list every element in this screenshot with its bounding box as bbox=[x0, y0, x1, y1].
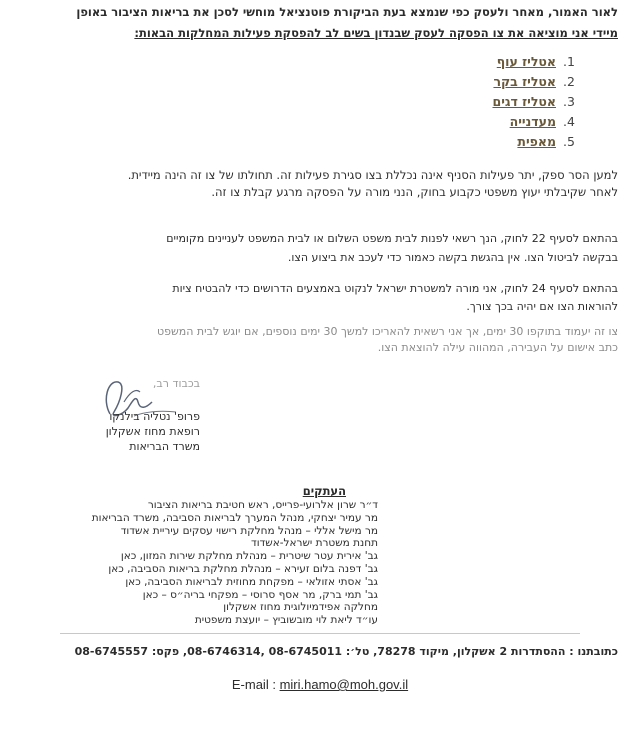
email-link[interactable]: miri.hamo@moh.gov.il bbox=[279, 677, 409, 692]
intro-line-1: לאור האמור, מאחר ולעסק כפי שנמצא בעת הביקורת פוטנציאל מוחשי לסכן את בריאות הציבור באופן bbox=[76, 5, 618, 19]
cc-list bbox=[92, 499, 378, 627]
section-22-line-2: בבקשה לביטול הצו. אין בהגשת בקשה כאמור כדי לעכב את ביצוע הצו. bbox=[287, 251, 618, 264]
list-item-number: 4. bbox=[563, 114, 575, 129]
list-item: מר מישל אללי – מנהל מחלקת רישוי עסקים עיריית אשדוד bbox=[120, 524, 378, 537]
list-item bbox=[462, 72, 582, 92]
list-item: ד״ר שרון אלרועי-פרייס, ראש חטיבת בריאות הציבור bbox=[147, 499, 378, 511]
section-30-line-1: צו זה יעמוד בתוקפו 30 ימים, אך אני רשאית להאריכו למשך 30 ימים נוספים, אם יוגש לבית המשפט bbox=[156, 325, 618, 338]
list-item: מחלקה אפידמיולוגית מחוז אשקלון bbox=[223, 601, 378, 614]
list-item bbox=[462, 52, 582, 72]
footer-email bbox=[0, 677, 640, 692]
section-24-line-2: להוראות הצו אם יהיה בכך צורך. bbox=[466, 300, 618, 313]
list-item: תחנת משטרת ישראל-אשדוד bbox=[250, 537, 378, 550]
list-item-label: אטליז דגים bbox=[492, 94, 556, 109]
list-item-label: אטליז בקר bbox=[493, 74, 556, 89]
list-item: גב' אירית עטר שיטרית – מנהלת מחלקת שירות המזון, כאן bbox=[120, 550, 378, 563]
list-item-number: 3. bbox=[563, 94, 575, 109]
section-30-line-2: כתב אישום על העבירה, המהווה עילה להוצאת הצו. bbox=[377, 341, 618, 354]
intro-line-2: מיידי אני מוציאה את צו הפסקה לעסק שבנדון בשים לב להפסקת פעילות המחלקות הבאות: bbox=[134, 26, 618, 40]
list-item-number: 2. bbox=[563, 74, 575, 89]
signature-greeting: בכבוד רב, bbox=[152, 377, 200, 390]
list-item: גב' אסתי אזולאי – מפקחת מחוזית לבריאות הסביבה, כאן bbox=[125, 575, 378, 588]
list-item bbox=[462, 92, 582, 112]
section-24-line-1: בהתאם לסעיף 24 לחוק, אני מורה למשטרת ישראל לנקוט באמצעים הדרושים כדי להבטיח ציות bbox=[172, 282, 618, 295]
list-item: גב' דפנה בלום זעירא – מנהלת מחלקת בריאות הסביבה, כאן bbox=[108, 562, 378, 575]
list-item bbox=[462, 112, 582, 132]
signatory-name: פרופ' נטליה בילנקו bbox=[109, 410, 200, 423]
list-item: מר עמיר יצחקי, מנהל המערך לבריאות הסביבה, משרד הבריאות bbox=[91, 511, 378, 524]
cc-title: העתקים bbox=[302, 484, 346, 498]
scope-line-1: למען הסר ספק, יתר פעילות הסניף אינה נכללת בצו סגירת פעילות זה. תחולתו של צו זה הינה מיידית. bbox=[127, 168, 618, 182]
list-item-label: אטליז עוף bbox=[496, 54, 556, 69]
list-item-label: מעדנייה bbox=[509, 114, 556, 129]
list-item bbox=[462, 132, 582, 152]
signature-block bbox=[80, 372, 200, 467]
list-item: גב' תמי ברק, מר אסף סרוסי – מפקחי בריה״ס – כאן bbox=[142, 588, 378, 601]
signatory-role: רופאת מחוז אשקלון bbox=[105, 425, 200, 438]
list-item-label: מאפית bbox=[517, 134, 556, 149]
email-label: E-mail : bbox=[231, 677, 276, 692]
scope-line-2: לאחר שקיבלתי יעוץ משפטי כקבוע בחוק, הנני מורה על הפסקה מרגע קבלת צו זה. bbox=[211, 185, 618, 199]
footer-divider bbox=[60, 633, 580, 634]
section-22-line-1: בהתאם לסעיף 22 לחוק, הנך רשאי לפנות לבית משפט השלום או לבית המשפט לעניינים מקומיים bbox=[166, 232, 618, 245]
list-item-number: 5. bbox=[563, 134, 575, 149]
signatory-ministry: משרד הבריאות bbox=[129, 440, 200, 453]
list-item-number: 1. bbox=[563, 54, 575, 69]
departments-list bbox=[462, 52, 582, 152]
list-item: עו״ד ליאת לוי מובשוביץ – יועצת משפטית bbox=[194, 614, 378, 627]
footer-address: כתובתנו : ההסתדרות 2 אשקלון, מיקוד 78278, טל׳: 08-6745011 ,08-6746314, פקס: 08-6745557 bbox=[74, 645, 618, 658]
